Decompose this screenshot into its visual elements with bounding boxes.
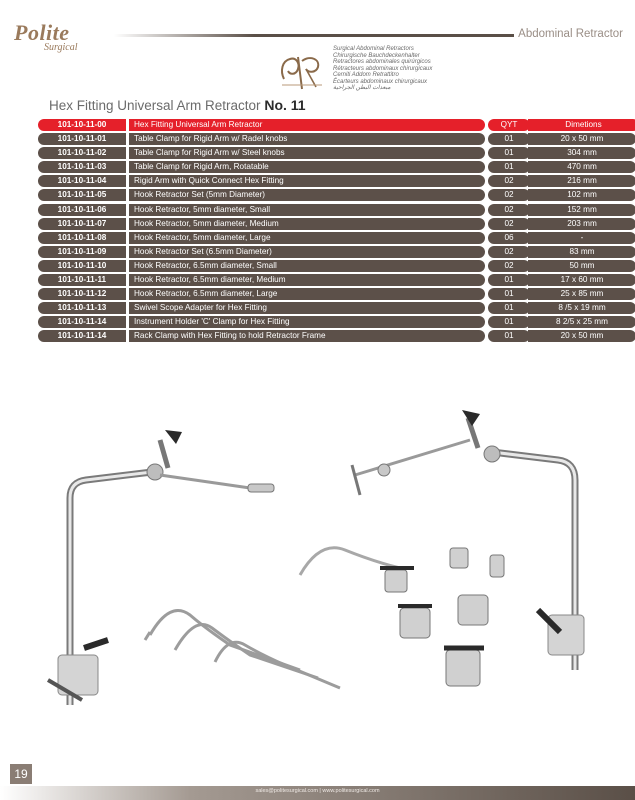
item-code: 101-10-11-04 (38, 175, 126, 187)
section-title: Abdominal Retractor (518, 28, 623, 40)
catalog-emblem-icon (276, 49, 328, 95)
page-number: 19 (10, 764, 32, 784)
clamp-accessories-icon (380, 548, 504, 686)
table-row (38, 245, 598, 259)
item-qty: 01 (488, 288, 530, 300)
rigid-arm-icon (300, 440, 470, 575)
item-qty: 01 (488, 316, 530, 328)
catalog-name: Cerniti Addom Retrattitro (333, 72, 399, 78)
table-row (38, 188, 598, 202)
item-code: 101-10-11-02 (38, 147, 126, 159)
page-title-number: No. 11 (264, 97, 306, 113)
page-title-text: Hex Fitting Universal Arm Retractor (49, 98, 261, 113)
header-code: 101-10-11-00 (38, 119, 126, 131)
hook-retractor-set-icon (145, 611, 340, 689)
page-title (49, 97, 306, 113)
item-description: Hook Retractor, 6.5mm diameter, Large (129, 288, 485, 300)
item-description: Rigid Arm with Quick Connect Hex Fitting (129, 175, 485, 187)
item-description: Table Clamp for Rigid Arm w/ Radel knobs (129, 133, 485, 145)
left-retractor-frame-icon (48, 430, 274, 705)
item-code: 101-10-11-07 (38, 218, 126, 230)
item-description: Hook Retractor, 5mm diameter, Large (129, 232, 485, 244)
item-dimensions: 216 mm (528, 175, 635, 187)
item-dimensions: 8 /5 x 19 mm (528, 302, 635, 314)
item-description: Hook Retractor Set (6.5mm Diameter) (129, 246, 485, 258)
item-dimensions: 50 mm (528, 260, 635, 272)
table-row (38, 132, 604, 146)
header-qty: QYT (488, 119, 530, 131)
table-row (38, 273, 604, 287)
item-dimensions: 83 mm (528, 246, 635, 258)
table-row (38, 146, 598, 160)
item-qty: 01 (488, 274, 530, 286)
item-code: 101-10-11-03 (38, 161, 126, 173)
table-row (38, 259, 598, 273)
right-retractor-frame-icon (462, 410, 584, 670)
item-dimensions: 25 x 85 mm (528, 288, 635, 300)
catalog-name: Chirurgische Bauchdeckenhalter (333, 52, 420, 59)
item-description: Hook Retractor Set (5mm Diameter) (129, 189, 485, 201)
item-code: 101-10-11-09 (38, 246, 126, 258)
header-rule (114, 34, 514, 37)
table-row (38, 301, 606, 315)
catalog-name: Retractores abdominales quirúrgicos (333, 59, 431, 65)
table-row (38, 287, 604, 301)
item-qty: 01 (488, 302, 530, 314)
item-qty: 02 (488, 246, 530, 258)
item-description: Hook Retractor, 6.5mm diameter, Small (129, 260, 485, 272)
item-description: Rack Clamp with Hex Fitting to hold Retractor Frame (129, 330, 485, 342)
table-row (38, 231, 598, 245)
item-code: 101-10-11-14 (38, 330, 126, 342)
catalog-name: Écarteurs abdominaux chirurgicaux (333, 78, 428, 85)
footer-contact: sales@politesurgical.com | www.politesurgical.com (255, 788, 380, 794)
catalog-name: Rétracteurs abdominaux chirurgicaux (333, 65, 433, 72)
product-illustration (0, 400, 635, 730)
item-description: Hook Retractor, 5mm diameter, Medium (129, 218, 485, 230)
item-description: Hook Retractor, 5mm diameter, Small (129, 204, 485, 216)
item-dimensions: 102 mm (528, 189, 635, 201)
brand-name: Polite (14, 20, 70, 45)
catalog-name: مبعدات البطن الجراحية (333, 85, 391, 91)
item-description: Table Clamp for Rigid Arm, Rotatable (129, 161, 485, 173)
table-row (38, 315, 608, 329)
item-dimensions: 8 2/5 x 25 mm (528, 316, 635, 328)
table-row (38, 160, 598, 174)
item-dimensions: 17 x 60 mm (528, 274, 635, 286)
item-dimensions: 203 mm (528, 218, 635, 230)
item-qty: 06 (488, 232, 530, 244)
item-qty: 01 (488, 330, 530, 342)
item-code: 101-10-11-05 (38, 189, 126, 201)
item-code: 101-10-11-12 (38, 288, 126, 300)
table-row (38, 174, 598, 188)
header-dimensions: Dimetions (528, 119, 635, 131)
catalog-name: Surgical Abdominal Retractors (333, 46, 414, 52)
item-dimensions: 152 mm (528, 204, 635, 216)
item-dimensions: 20 x 50 mm (528, 133, 635, 145)
item-dimensions: 304 mm (528, 147, 635, 159)
item-qty: 02 (488, 189, 530, 201)
item-qty: 02 (488, 175, 530, 187)
catalog-name-list (333, 46, 432, 92)
table-header-row (38, 118, 602, 132)
table-row (38, 203, 598, 217)
item-qty: 01 (488, 161, 530, 173)
item-code: 101-10-11-08 (38, 232, 126, 244)
product-table (38, 118, 608, 344)
item-qty: 02 (488, 260, 530, 272)
item-description: Table Clamp for Rigid Arm w/ Steel knobs (129, 147, 485, 159)
header-description: Hex Fitting Universal Arm Retractor (129, 119, 485, 131)
item-code: 101-10-11-10 (38, 260, 126, 272)
brand-logo (14, 20, 78, 53)
item-code: 101-10-11-14 (38, 316, 126, 328)
item-dimensions: 20 x 50 mm (528, 330, 635, 342)
item-code: 101-10-11-11 (38, 274, 126, 286)
item-dimensions: - (528, 232, 635, 244)
item-qty: 01 (488, 147, 530, 159)
item-qty: 02 (488, 218, 530, 230)
item-qty: 02 (488, 204, 530, 216)
item-description: Instrument Holder 'C' Clamp for Hex Fitting (129, 316, 485, 328)
item-dimensions: 470 mm (528, 161, 635, 173)
item-description: Hook Retractor, 6.5mm diameter, Medium (129, 274, 485, 286)
table-row (38, 329, 604, 343)
item-qty: 01 (488, 133, 530, 145)
item-code: 101-10-11-01 (38, 133, 126, 145)
brand-subtitle: Surgical (44, 42, 78, 53)
item-code: 101-10-11-06 (38, 204, 126, 216)
table-row (38, 217, 598, 231)
item-code: 101-10-11-13 (38, 302, 126, 314)
item-description: Swivel Scope Adapter for Hex Fitting (129, 302, 485, 314)
